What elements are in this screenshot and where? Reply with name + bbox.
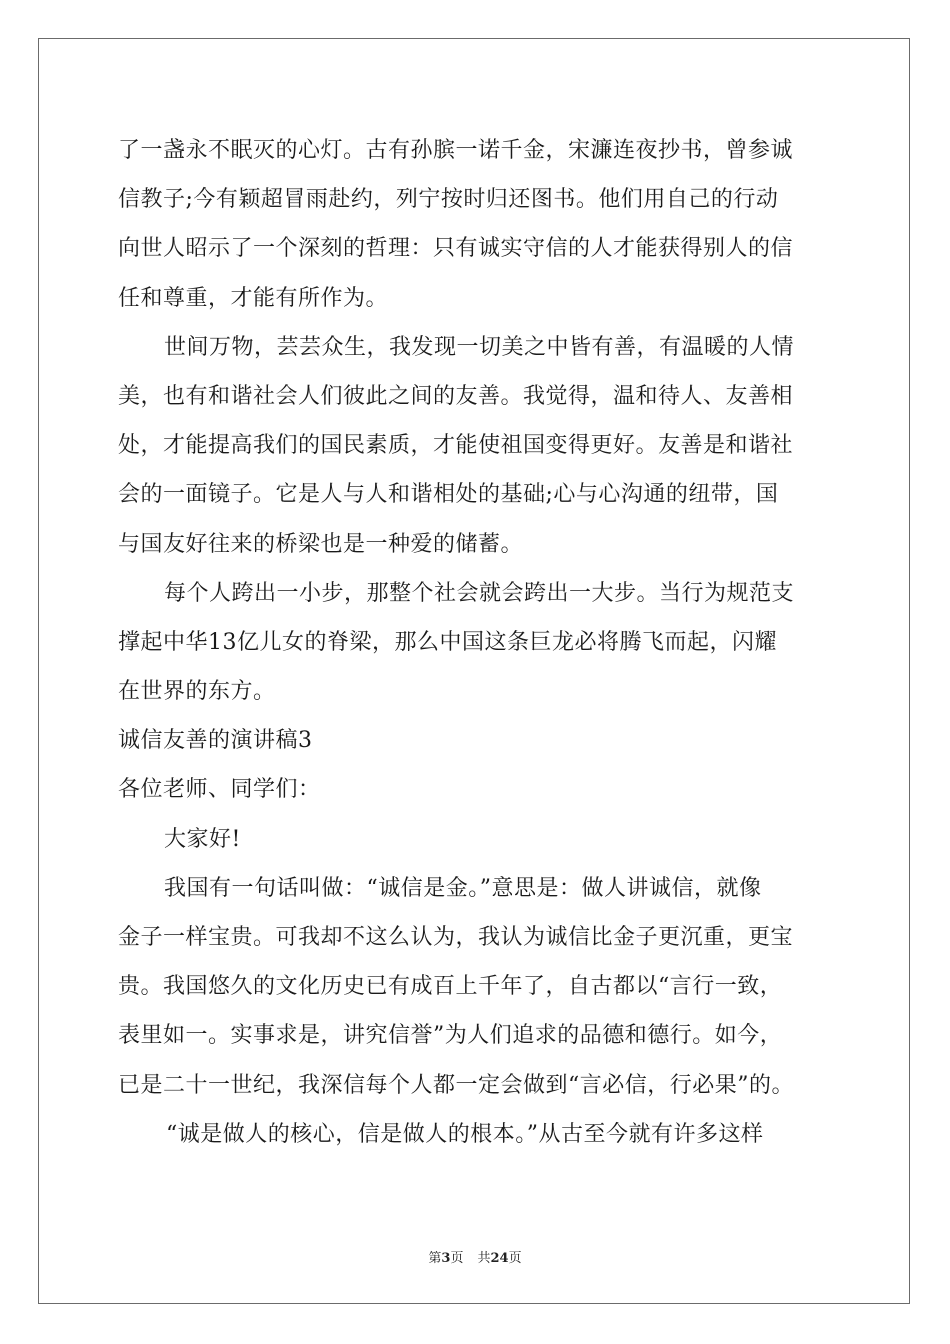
text-line: 与国友好往来的桥梁也是一种爱的储蓄。 bbox=[118, 531, 524, 557]
text-line: 金子一样宝贵。可我却不这么认为，我认为诚信比金子更沉重，更宝 bbox=[118, 925, 794, 950]
section-heading: 诚信友善的演讲稿3 bbox=[118, 728, 313, 754]
text-line: 信教子;今有颖超冒雨赴约，列宁按时归还图书。他们用自己的行动 bbox=[118, 187, 779, 213]
text-line: 在世界的东方。 bbox=[118, 679, 276, 705]
text-line: 已是二十一世纪，我深信每个人都一定会做到“言必信，行必果”的。 bbox=[118, 1072, 794, 1098]
footer-total-suffix: 页 bbox=[508, 1251, 522, 1266]
text-line: 美，也有和谐社会人们彼此之间的友善。我觉得，温和待人、友善相 bbox=[118, 383, 794, 409]
document-body bbox=[118, 126, 838, 1159]
page-footer bbox=[0, 1247, 950, 1266]
footer-page-suffix: 页 bbox=[450, 1251, 464, 1266]
footer-page-number: 3 bbox=[441, 1251, 451, 1266]
text-line: 向世人昭示了一个深刻的哲理：只有诚实守信的人才能获得别人的信 bbox=[118, 236, 794, 262]
paragraph-start-line: 我国有一句话叫做：“诚信是金。”意思是：做人讲诚信，就像 bbox=[164, 875, 762, 901]
greeting: 大家好! bbox=[164, 826, 241, 852]
footer-total-pages: 24 bbox=[490, 1251, 509, 1266]
text-line: 了一盏永不眠灭的心灯。古有孙膑一诺千金，宋濂连夜抄书，曾参诚 bbox=[118, 138, 794, 163]
footer-total-prefix: 共 bbox=[477, 1251, 491, 1266]
paragraph-start-line: “诚是做人的核心，信是做人的根本。”从古至今就有许多这样 bbox=[166, 1121, 764, 1147]
text-line: 会的一面镜子。它是人与人和谐相处的基础;心与心沟通的纽带，国 bbox=[118, 482, 779, 508]
salutation: 各位老师、同学们： bbox=[118, 777, 321, 803]
text-line: 贵。我国悠久的文化历史已有成百上千年了，自古都以“言行一致， bbox=[118, 974, 783, 1000]
text-line: 任和尊重，才能有所作为。 bbox=[118, 285, 389, 311]
footer-page-prefix: 第 bbox=[428, 1251, 442, 1266]
text-line: 表里如一。实事求是，讲究信誉”为人们追求的品德和德行。如今， bbox=[118, 1023, 783, 1049]
text-line: 处，才能提高我们的国民素质，才能使祖国变得更好。友善是和谐社 bbox=[118, 433, 794, 459]
text-line: 撑起中华13亿儿女的脊梁，那么中国这条巨龙必将腾飞而起，闪耀 bbox=[118, 629, 777, 655]
paragraph-start-line: 每个人跨出一小步，那整个社会就会跨出一大步。当行为规范支 bbox=[164, 580, 795, 606]
paragraph-start-line: 世间万物，芸芸众生，我发现一切美之中皆有善，有温暖的人情 bbox=[164, 334, 795, 360]
